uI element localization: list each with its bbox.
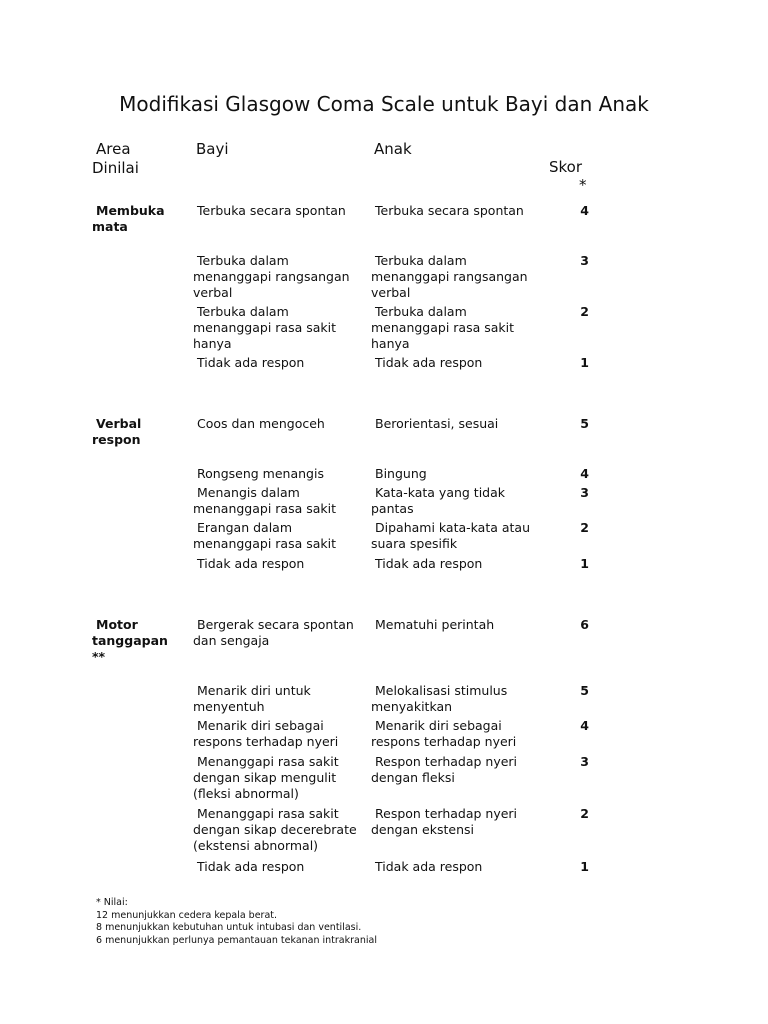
anak-cell: Berorientasi, sesuai: [375, 416, 499, 431]
section-area-label: [92, 203, 165, 235]
anak-cell: Tidak ada respon: [375, 355, 483, 370]
bayi-cell: Erangan dalam menanggapi rasa sakit: [193, 520, 337, 551]
anak-cell: Terbuka secara spontan: [375, 203, 524, 218]
anak-cell: Kata-kata yang tidak pantas: [371, 485, 506, 516]
bayi-cell: Tidak ada respon: [197, 556, 305, 571]
bayi-cell: Menangis dalam menanggapi rasa sakit: [193, 485, 337, 516]
score-cell: 5: [580, 683, 589, 698]
anak-cell: Respon terhadap nyeri dengan fleksi: [371, 754, 518, 785]
anak-cell: Terbuka dalam menanggapi rasa sakit hanya: [371, 304, 515, 351]
footnote-line: 12 menunjukkan cedera kepala berat.: [96, 909, 278, 921]
header-anak: Anak: [374, 140, 412, 158]
area-label-line: respon: [92, 432, 141, 447]
bayi-cell: Rongseng menangis: [197, 466, 324, 481]
footnote-line: * Nilai:: [96, 897, 128, 908]
bayi-cell: Terbuka dalam menanggapi rasa sakit hanya: [193, 304, 337, 351]
score-cell: 2: [580, 304, 589, 319]
header-skor-asterisk: *: [579, 176, 587, 194]
score-cell: 6: [580, 617, 589, 632]
area-label-line: tanggapan: [92, 633, 168, 648]
header-area-line1: Area: [96, 140, 131, 158]
score-cell: 1: [580, 355, 589, 370]
anak-cell: Bingung: [375, 466, 427, 481]
bayi-cell: Terbuka dalam menanggapi rangsangan verbal: [193, 253, 350, 300]
anak-cell: Respon terhadap nyeri dengan ekstensi: [371, 806, 518, 837]
anak-cell: Dipahami kata-kata atau suara spesifik: [371, 520, 531, 551]
score-cell: 3: [580, 253, 589, 268]
area-label-line: Motor: [96, 617, 138, 632]
bayi-cell: Tidak ada respon: [197, 355, 305, 370]
bayi-cell: Terbuka secara spontan: [197, 203, 346, 218]
bayi-cell: Coos dan mengoceh: [197, 416, 325, 431]
header-bayi: Bayi: [196, 140, 229, 158]
score-cell: 4: [580, 466, 589, 481]
anak-cell: Tidak ada respon: [375, 859, 483, 874]
bayi-cell: Bergerak secara spontan dan sengaja: [193, 617, 354, 648]
score-cell: 2: [580, 520, 589, 535]
area-label-line: mata: [92, 219, 128, 234]
score-cell: 2: [580, 806, 589, 821]
bayi-cell: Menarik diri sebagai respons terhadap nyeri: [193, 718, 339, 749]
area-label-line: Verbal: [96, 416, 142, 431]
bayi-cell: Menanggapi rasa sakit dengan sikap decerebrate (ekstensi abnormal): [193, 806, 357, 853]
anak-cell: Melokalisasi stimulus menyakitkan: [371, 683, 508, 714]
score-cell: 4: [580, 203, 589, 218]
score-cell: 3: [580, 754, 589, 769]
area-label-line: **: [92, 649, 106, 664]
score-cell: 4: [580, 718, 589, 733]
score-cell: 5: [580, 416, 589, 431]
bayi-cell: Menarik diri untuk menyentuh: [193, 683, 311, 714]
anak-cell: Terbuka dalam menanggapi rangsangan verbal: [371, 253, 528, 300]
header-skor: Skor: [549, 158, 583, 176]
section-area-label: [92, 416, 141, 448]
anak-cell: Tidak ada respon: [375, 556, 483, 571]
page-title: Modifikasi Glasgow Coma Scale untuk Bayi dan Anak: [119, 92, 649, 116]
anak-cell: Mematuhi perintah: [375, 617, 495, 632]
footnote-line: 8 menunjukkan kebutuhan untuk intubasi dan ventilasi.: [96, 922, 362, 933]
score-cell: 1: [580, 859, 589, 874]
footnote: [96, 897, 377, 947]
score-cell: 3: [580, 485, 589, 500]
score-cell: 1: [580, 556, 589, 571]
section-area-label: [92, 617, 168, 665]
bayi-cell: Menanggapi rasa sakit dengan sikap mengulit (fleksi abnormal): [193, 754, 339, 801]
area-label-line: Membuka: [96, 203, 165, 218]
header-area-line2: Dinilai: [92, 159, 139, 177]
anak-cell: Menarik diri sebagai respons terhadap nyeri: [371, 718, 517, 749]
bayi-cell: Tidak ada respon: [197, 859, 305, 874]
footnote-line: 6 menunjukkan perlunya pemantauan tekanan intrakranial: [96, 934, 377, 946]
